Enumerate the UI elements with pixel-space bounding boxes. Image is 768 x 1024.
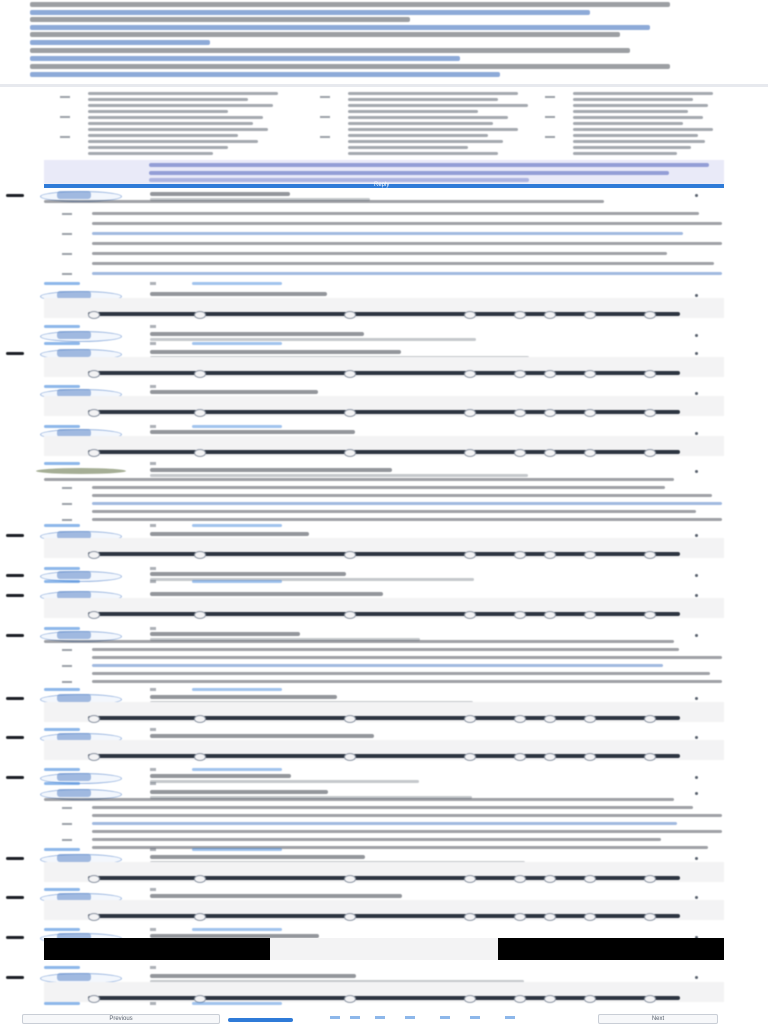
list-bullet	[62, 253, 72, 255]
info-banner	[44, 160, 724, 184]
audio-player[interactable]	[44, 436, 724, 456]
more-options-icon[interactable]	[695, 392, 698, 395]
player-control-icon[interactable]	[584, 753, 596, 761]
comment-author	[150, 430, 355, 434]
reply-link[interactable]	[44, 627, 80, 630]
more-options-icon[interactable]	[695, 294, 698, 297]
collapse-caret-icon[interactable]	[6, 857, 24, 860]
view-replies-link[interactable]	[192, 1002, 282, 1005]
audio-player[interactable]	[44, 862, 724, 882]
player-control-icon[interactable]	[514, 551, 526, 559]
avatar-initials	[57, 349, 91, 357]
player-control-icon[interactable]	[514, 611, 526, 619]
player-control-icon[interactable]	[544, 449, 556, 457]
column-list	[40, 90, 725, 160]
view-replies-link[interactable]	[192, 342, 282, 345]
player-control-icon[interactable]	[644, 753, 656, 761]
player-control-icon[interactable]	[544, 995, 556, 1003]
list-bullet	[62, 823, 72, 825]
player-control-icon[interactable]	[514, 449, 526, 457]
list-bullet	[62, 487, 72, 489]
comment-line	[92, 518, 722, 521]
player-control-icon[interactable]	[344, 995, 356, 1003]
player-control-icon[interactable]	[88, 875, 100, 883]
player-control-icon[interactable]	[464, 311, 476, 319]
player-control-icon[interactable]	[644, 409, 656, 417]
audio-player[interactable]	[44, 982, 724, 1002]
comment-author	[150, 790, 328, 794]
pagination	[0, 1010, 768, 1024]
player-control-icon[interactable]	[544, 551, 556, 559]
like-icon[interactable]	[150, 282, 156, 285]
comment-line	[92, 806, 693, 809]
player-control-icon[interactable]	[644, 995, 656, 1003]
list-bullet	[62, 503, 72, 505]
comment-timestamp	[150, 338, 476, 341]
player-control-icon[interactable]	[344, 311, 356, 319]
like-icon[interactable]	[150, 385, 156, 388]
player-control-icon[interactable]	[464, 551, 476, 559]
audio-player[interactable]	[44, 396, 724, 416]
player-control-icon[interactable]	[464, 753, 476, 761]
player-control-icon[interactable]	[514, 370, 526, 378]
more-options-icon[interactable]	[695, 574, 698, 577]
comment-timestamp	[150, 780, 419, 783]
player-control-icon[interactable]	[88, 449, 100, 457]
collapse-caret-icon[interactable]	[6, 594, 24, 597]
redacted-block	[498, 938, 724, 960]
comment-author	[150, 572, 346, 576]
player-control-icon[interactable]	[584, 409, 596, 417]
more-options-icon[interactable]	[695, 470, 698, 473]
comment-line	[92, 262, 714, 265]
player-control-icon[interactable]	[194, 409, 206, 417]
avatar-initials	[57, 631, 91, 639]
audio-player[interactable]	[44, 702, 724, 722]
avatar-initials	[57, 191, 91, 199]
reply-link[interactable]	[44, 688, 80, 691]
list-bullet	[62, 213, 72, 215]
comment-author	[150, 774, 291, 778]
player-control-icon[interactable]	[584, 715, 596, 723]
view-replies-link[interactable]	[192, 768, 282, 771]
collapse-caret-icon[interactable]	[6, 697, 24, 700]
view-replies-link[interactable]	[192, 282, 282, 285]
view-replies-link[interactable]	[192, 580, 282, 583]
comment-author	[150, 734, 374, 738]
player-control-icon[interactable]	[514, 875, 526, 883]
comment-line	[92, 846, 708, 849]
view-replies-link[interactable]	[192, 425, 282, 428]
like-icon[interactable]	[150, 782, 156, 785]
comment-line	[44, 640, 674, 643]
player-control-icon[interactable]	[544, 370, 556, 378]
avatar-initials	[57, 789, 91, 797]
player-control-icon[interactable]	[194, 311, 206, 319]
collapse-caret-icon[interactable]	[6, 534, 24, 537]
comment-author	[150, 468, 392, 472]
like-icon[interactable]	[150, 342, 156, 345]
player-control-icon[interactable]	[194, 753, 206, 761]
collapse-caret-icon[interactable]	[6, 634, 24, 637]
avatar-initials	[57, 571, 91, 579]
player-control-icon[interactable]	[644, 370, 656, 378]
player-control-icon[interactable]	[514, 715, 526, 723]
comment-line	[92, 822, 677, 825]
player-control-icon[interactable]	[584, 311, 596, 319]
comment-line	[92, 222, 722, 225]
more-options-icon[interactable]	[695, 352, 698, 355]
comment-timestamp	[150, 474, 528, 477]
comment-line	[92, 672, 710, 675]
comment-author	[150, 532, 309, 536]
reply-link[interactable]	[44, 385, 80, 388]
player-control-icon[interactable]	[344, 715, 356, 723]
like-icon[interactable]	[150, 425, 156, 428]
collapse-caret-icon[interactable]	[6, 194, 24, 197]
player-control-icon[interactable]	[584, 551, 596, 559]
comment-author	[150, 292, 327, 296]
comment-line	[92, 648, 679, 651]
more-options-icon[interactable]	[695, 736, 698, 739]
player-control-icon[interactable]	[644, 913, 656, 921]
player-control-icon[interactable]	[644, 875, 656, 883]
player-control-icon[interactable]	[88, 753, 100, 761]
avatar-initials	[57, 854, 91, 862]
page-link[interactable]	[330, 1016, 340, 1019]
like-icon[interactable]	[150, 728, 156, 731]
like-icon[interactable]	[150, 888, 156, 891]
reply-link[interactable]	[44, 768, 80, 771]
like-icon[interactable]	[150, 848, 156, 851]
more-options-icon[interactable]	[695, 792, 698, 795]
comment-line	[92, 272, 722, 275]
more-options-icon[interactable]	[695, 194, 698, 197]
comment-line	[92, 212, 699, 215]
reply-link[interactable]	[44, 425, 80, 428]
like-icon[interactable]	[150, 768, 156, 771]
player-control-icon[interactable]	[194, 913, 206, 921]
collapse-caret-icon[interactable]	[6, 736, 24, 739]
player-control-icon[interactable]	[514, 753, 526, 761]
avatar-initials	[57, 973, 91, 981]
player-control-icon[interactable]	[344, 875, 356, 883]
player-control-icon[interactable]	[584, 611, 596, 619]
reply-link[interactable]	[44, 966, 80, 969]
comment-line	[92, 814, 722, 817]
player-control-icon[interactable]	[344, 753, 356, 761]
player-control-icon[interactable]	[644, 449, 656, 457]
page-link[interactable]	[405, 1016, 415, 1019]
comment-author	[150, 974, 356, 978]
avatar-initials	[57, 694, 91, 702]
like-icon[interactable]	[150, 966, 156, 969]
player-control-icon[interactable]	[88, 311, 100, 319]
player-control-icon[interactable]	[88, 551, 100, 559]
comment-line	[92, 680, 722, 683]
comment-author	[150, 894, 402, 898]
audio-player[interactable]	[44, 900, 724, 920]
page-link[interactable]	[470, 1016, 480, 1019]
collapse-caret-icon[interactable]	[6, 776, 24, 779]
collapse-caret-icon[interactable]	[6, 936, 24, 939]
next-page-button[interactable]: Next	[598, 1014, 718, 1024]
comment-line	[92, 664, 663, 667]
player-control-icon[interactable]	[544, 611, 556, 619]
view-replies-link[interactable]	[192, 688, 282, 691]
more-options-icon[interactable]	[695, 334, 698, 337]
audio-player[interactable]	[44, 298, 724, 318]
list-bullet	[62, 807, 72, 809]
audio-player[interactable]	[44, 740, 724, 760]
player-control-icon[interactable]	[464, 449, 476, 457]
player-control-icon[interactable]	[88, 611, 100, 619]
like-icon[interactable]	[150, 462, 156, 465]
comment-line	[44, 798, 674, 801]
comment-line	[92, 838, 661, 841]
list-column	[60, 90, 290, 160]
reply-button[interactable]: Reply	[44, 184, 724, 188]
player-control-icon[interactable]	[544, 409, 556, 417]
player-control-icon[interactable]	[544, 311, 556, 319]
view-replies-link[interactable]	[192, 524, 282, 527]
list-bullet	[62, 665, 72, 667]
player-control-icon[interactable]	[464, 913, 476, 921]
more-options-icon[interactable]	[695, 857, 698, 860]
avatar-initials	[57, 773, 91, 781]
list-bullet	[62, 273, 72, 275]
view-replies-link[interactable]	[192, 848, 282, 851]
player-control-icon[interactable]	[584, 370, 596, 378]
more-options-icon[interactable]	[695, 776, 698, 779]
player-control-icon[interactable]	[344, 551, 356, 559]
player-control-icon[interactable]	[514, 913, 526, 921]
player-control-icon[interactable]	[584, 875, 596, 883]
player-control-icon[interactable]	[514, 409, 526, 417]
player-control-icon[interactable]	[464, 875, 476, 883]
player-control-icon[interactable]	[514, 311, 526, 319]
player-control-icon[interactable]	[194, 370, 206, 378]
like-icon[interactable]	[150, 627, 156, 630]
collapse-caret-icon[interactable]	[6, 976, 24, 979]
like-icon[interactable]	[150, 928, 156, 931]
player-control-icon[interactable]	[344, 370, 356, 378]
reply-link[interactable]	[44, 325, 80, 328]
comment-line	[92, 502, 722, 505]
list-column	[545, 90, 725, 160]
reply-link[interactable]	[44, 462, 80, 465]
more-options-icon[interactable]	[695, 594, 698, 597]
like-icon[interactable]	[150, 567, 156, 570]
audio-player[interactable]	[44, 598, 724, 618]
audio-player[interactable]	[44, 357, 724, 377]
more-options-icon[interactable]	[695, 896, 698, 899]
more-options-icon[interactable]	[695, 534, 698, 537]
player-control-icon[interactable]	[464, 715, 476, 723]
list-bullet	[62, 233, 72, 235]
section-divider	[0, 84, 768, 87]
reply-link[interactable]	[44, 567, 80, 570]
like-icon[interactable]	[150, 325, 156, 328]
player-control-icon[interactable]	[464, 370, 476, 378]
comment-line	[92, 486, 665, 489]
reply-link[interactable]	[44, 580, 80, 583]
player-control-icon[interactable]	[644, 311, 656, 319]
player-control-icon[interactable]	[544, 715, 556, 723]
reply-link[interactable]	[44, 848, 80, 851]
more-options-icon[interactable]	[695, 432, 698, 435]
like-icon[interactable]	[150, 580, 156, 583]
like-icon[interactable]	[150, 688, 156, 691]
player-control-icon[interactable]	[644, 551, 656, 559]
player-control-icon[interactable]	[88, 913, 100, 921]
comment-author	[150, 350, 401, 354]
comment-author	[150, 695, 337, 699]
list-bullet	[62, 649, 72, 651]
page-link[interactable]	[350, 1016, 360, 1019]
comment-line	[44, 200, 604, 203]
player-control-icon[interactable]	[88, 715, 100, 723]
reply-link[interactable]	[44, 282, 80, 285]
player-control-icon[interactable]	[344, 913, 356, 921]
comment-line	[92, 252, 667, 255]
comment-author	[150, 192, 290, 196]
list-column	[320, 90, 540, 160]
player-control-icon[interactable]	[584, 449, 596, 457]
reply-link[interactable]	[44, 342, 80, 345]
comment-line	[44, 478, 674, 481]
page-link[interactable]	[505, 1016, 515, 1019]
player-control-icon[interactable]	[194, 611, 206, 619]
page-link[interactable]	[440, 1016, 450, 1019]
audio-player[interactable]	[44, 538, 724, 558]
avatar	[40, 331, 122, 342]
reply-link[interactable]	[44, 524, 80, 527]
player-control-icon[interactable]	[584, 995, 596, 1003]
comment-author	[150, 332, 364, 336]
list-bullet	[62, 681, 72, 683]
reply-link[interactable]	[44, 782, 80, 785]
comment-author	[150, 390, 318, 394]
comment-author	[150, 632, 300, 636]
collapse-caret-icon[interactable]	[6, 352, 24, 355]
view-replies-link[interactable]	[192, 928, 282, 931]
more-options-icon[interactable]	[695, 634, 698, 637]
player-control-icon[interactable]	[344, 611, 356, 619]
player-control-icon[interactable]	[194, 551, 206, 559]
player-control-icon[interactable]	[194, 875, 206, 883]
reply-link[interactable]	[44, 1002, 80, 1005]
player-control-icon[interactable]	[644, 611, 656, 619]
player-control-icon[interactable]	[514, 995, 526, 1003]
redacted-block	[44, 938, 270, 960]
more-options-icon[interactable]	[695, 697, 698, 700]
player-control-icon[interactable]	[644, 715, 656, 723]
player-control-icon[interactable]	[194, 449, 206, 457]
comment-line	[92, 242, 722, 245]
avatar-initials	[57, 331, 91, 339]
top-comment-card	[30, 0, 700, 82]
player-control-icon[interactable]	[544, 875, 556, 883]
like-icon[interactable]	[150, 524, 156, 527]
reply-link[interactable]	[44, 888, 80, 891]
page-current[interactable]	[228, 1018, 293, 1022]
player-control-icon[interactable]	[544, 913, 556, 921]
reply-link[interactable]	[44, 728, 80, 731]
like-icon[interactable]	[150, 1002, 156, 1005]
page-link[interactable]	[375, 1016, 385, 1019]
player-control-icon[interactable]	[464, 611, 476, 619]
collapse-caret-icon[interactable]	[6, 574, 24, 577]
prev-page-button[interactable]: Previous	[22, 1014, 220, 1024]
more-options-icon[interactable]	[695, 976, 698, 979]
player-control-icon[interactable]	[194, 715, 206, 723]
list-bullet	[62, 519, 72, 521]
player-control-icon[interactable]	[464, 995, 476, 1003]
player-control-icon[interactable]	[88, 409, 100, 417]
player-control-icon[interactable]	[584, 913, 596, 921]
player-control-icon[interactable]	[88, 370, 100, 378]
player-control-icon[interactable]	[88, 995, 100, 1003]
comment-line	[92, 830, 722, 833]
player-control-icon[interactable]	[344, 449, 356, 457]
player-gap	[270, 938, 498, 960]
collapse-caret-icon[interactable]	[6, 896, 24, 899]
reply-link[interactable]	[44, 928, 80, 931]
comment-line	[92, 232, 683, 235]
comment-author	[150, 592, 383, 596]
player-control-icon[interactable]	[464, 409, 476, 417]
list-bullet	[62, 839, 72, 841]
player-control-icon[interactable]	[544, 753, 556, 761]
comment-line	[92, 494, 712, 497]
comment-line	[92, 656, 722, 659]
comment-line	[92, 510, 696, 513]
avatar	[36, 468, 126, 474]
player-control-icon[interactable]	[344, 409, 356, 417]
comment-author	[150, 855, 365, 859]
